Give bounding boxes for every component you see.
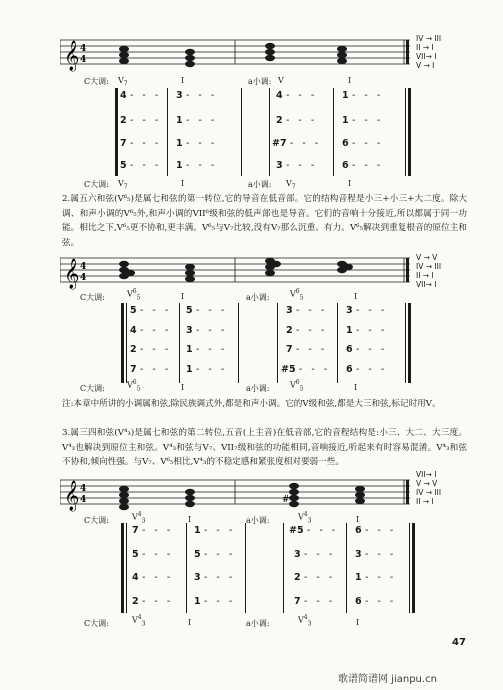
note-cell: 1 - - - — [176, 115, 218, 126]
note-cell: 1 - - - — [186, 364, 228, 375]
chord-i: I — [356, 618, 360, 627]
staff-3 — [60, 474, 410, 514]
chord-v65: $V^6_5$ — [290, 379, 304, 393]
a-minor-label: a小调: — [246, 516, 270, 525]
note-cell: 1 - - - — [342, 90, 384, 101]
chord-i: I — [354, 292, 358, 301]
note-cell: 7 - - - — [132, 525, 174, 536]
note-cell: 4 - - - — [276, 90, 318, 101]
svg-text:#: # — [282, 495, 290, 505]
c-major-label: C大调: — [84, 516, 109, 525]
chord-i: I — [181, 292, 185, 301]
chord-v43: $V^4_3$ — [298, 614, 312, 628]
note-cell: 7 - - - — [286, 344, 328, 355]
chord-v7: $V_7$ — [286, 179, 296, 191]
progression: IV → III — [416, 488, 442, 497]
chord-i: I — [348, 76, 352, 85]
progression: II → I — [416, 497, 434, 506]
page-number: 47 — [452, 637, 466, 648]
chord-v43: $V^4_3$ — [132, 511, 146, 525]
chord-v7: $V_7$ — [118, 76, 128, 88]
note-cell: 1 - - - — [194, 525, 236, 536]
note-cell: 6 - - - — [342, 160, 384, 171]
note-cell: 4 - - - — [120, 90, 162, 101]
note-cell: 1 - - - — [176, 160, 218, 171]
progression: V → I — [416, 61, 435, 70]
barline — [186, 523, 187, 613]
note-cell: 2 - - - — [120, 115, 162, 126]
note-cell: 2 - - - — [276, 115, 318, 126]
note-cell: #5 - - - — [281, 364, 331, 375]
note-cell: 7 - - - — [120, 138, 162, 149]
grid-bracket — [408, 303, 411, 383]
note-cell: 1 - - - — [176, 138, 218, 149]
note-cell: 3 - - - — [176, 90, 218, 101]
grid-bracket — [408, 88, 411, 176]
barline — [283, 523, 284, 613]
svg-text:4: 4 — [80, 44, 87, 54]
grid-bracket — [115, 88, 118, 176]
a-minor-label: a小调: — [248, 180, 272, 189]
footnote: 注:本章中所讲的小调属和弦,除民族调式外,都是和声小调。它的V级和弦,都是大三和弦,标记时用V。 — [62, 399, 441, 409]
chord-i: I — [348, 179, 352, 188]
barline — [405, 303, 406, 383]
barline — [167, 88, 168, 176]
svg-text:4: 4 — [80, 55, 87, 65]
note-cell: 2 - - - — [132, 596, 174, 607]
note-cell: 6 - - - — [355, 525, 397, 536]
chord-v65: $V^6_5$ — [127, 288, 141, 302]
barline — [126, 303, 127, 383]
progressions-2 — [416, 253, 441, 289]
progression: IV → III — [416, 34, 442, 43]
chord-v43: $V^4_3$ — [298, 511, 312, 525]
barline — [238, 303, 239, 383]
progression: VII→ I — [416, 280, 437, 289]
paragraph-2: 2.属五六和弦(V⁶₅)是属七和弦的第一转位,它的导音在低音部。它的结构音程是小三+小三+大二度。除大调、和声小调的V⁶₅外,和声小调的VII⁶级和弦的低声部也是导音。它们的音响十分接近,所以都属于同一功能。相比之下,V⁶₅更不协和,更丰满。V⁶₅与V₇比较,没有V₇那么沉重、有力。V⁶₅解决到重复根音的原位主和弦。 — [62, 194, 467, 248]
grid-bracket — [412, 523, 415, 613]
barline — [179, 303, 180, 383]
c-major-label: C大调: — [80, 384, 105, 393]
note-cell: 5 - - - — [132, 549, 174, 560]
progression: V → V — [416, 479, 438, 488]
progression: IV → III — [416, 262, 442, 271]
progression: II → I — [416, 271, 434, 280]
note-cell: 6 - - - — [342, 138, 384, 149]
chord-v65: $V^6_5$ — [127, 379, 141, 393]
note-cell: 6 - - - — [355, 596, 397, 607]
progression: II → I — [416, 43, 434, 52]
note-cell: 1 - - - — [342, 115, 384, 126]
chord-i: I — [188, 515, 192, 524]
note-cell: 7 - - - — [294, 596, 336, 607]
note-cell: 2 - - - — [130, 344, 172, 355]
progression: VII→ I — [416, 52, 437, 61]
note-cell: 5 - - - — [186, 305, 228, 316]
note-cell: 3 - - - — [186, 325, 228, 336]
staff-1 — [60, 34, 410, 74]
svg-text:𝄞: 𝄞 — [64, 481, 80, 511]
chord-i: I — [356, 515, 360, 524]
a-minor-label: a小调: — [248, 77, 272, 86]
note-cell: 1 - - - — [186, 344, 228, 355]
chord-v65: $V^6_5$ — [290, 288, 304, 302]
progressions-3 — [416, 470, 441, 506]
paragraph-3: 3.属三四和弦(V⁴₃)是属七和弦的第二转位,五音(上主音)在低音部,它的音程结构是:小三、大二、大三度。V⁴₃也解决到原位主和弦。V⁴₃和弦与V₇、VII₇级和弦的功能相同,音响接近,听起来有时容易混淆。V⁴₃和弦不协和,倾向性强。与V₇、V⁶₅相比,V⁴₃的不稳定感和紧张度相对要弱一些。 — [62, 428, 467, 467]
staff-2 — [60, 252, 410, 292]
note-cell: 3 - - - — [346, 305, 388, 316]
barline — [337, 303, 338, 383]
note-cell: 2 - - - — [294, 572, 336, 583]
note-cell: #5 - - - — [289, 525, 339, 536]
chord-i: I — [354, 383, 358, 392]
note-cell: #7 - - - — [272, 138, 322, 149]
chord-v7: $V_7$ — [118, 179, 128, 191]
chord-i: I — [181, 179, 185, 188]
note-cell: 7 - - - — [130, 364, 172, 375]
barline — [269, 88, 270, 176]
progression: VII→ I — [416, 470, 437, 479]
note-cell: 3 - - - — [286, 305, 328, 316]
note-cell: 6 - - - — [346, 364, 388, 375]
note-cell: 5 - - - — [194, 549, 236, 560]
barline — [241, 88, 242, 176]
barline — [245, 523, 246, 613]
chord-v: V — [278, 76, 284, 85]
chord-i: I — [181, 76, 185, 85]
c-major-label: C大调: — [80, 293, 105, 302]
barline — [405, 88, 406, 176]
note-cell: 5 - - - — [120, 160, 162, 171]
note-cell: 3 - - - — [294, 549, 336, 560]
barline — [409, 523, 410, 613]
note-cell: 5 - - - — [130, 305, 172, 316]
svg-text:4: 4 — [80, 484, 87, 494]
note-cell: 4 - - - — [130, 325, 172, 336]
svg-text:𝄞: 𝄞 — [64, 259, 80, 289]
progressions-1 — [416, 34, 441, 70]
barline — [346, 523, 347, 613]
note-cell: 1 - - - — [194, 596, 236, 607]
chord-i: I — [181, 383, 185, 392]
a-minor-label: a小调: — [246, 619, 270, 628]
site-watermark: 歌谱简谱网 jianpu.cn — [338, 674, 437, 685]
grid-bracket — [121, 303, 124, 383]
note-cell: 4 - - - — [132, 572, 174, 583]
c-major-label: C大调: — [84, 77, 109, 86]
grid-bracket — [121, 523, 124, 613]
c-major-label: C大调: — [84, 619, 109, 628]
chord-v43: $V^4_3$ — [132, 614, 146, 628]
chord-i: I — [188, 618, 192, 627]
a-minor-label: a小调: — [246, 384, 270, 393]
note-cell: 1 - - - — [355, 572, 397, 583]
svg-text:4: 4 — [80, 495, 87, 505]
progression: V → V — [416, 253, 438, 262]
barline — [126, 523, 127, 613]
c-major-label: C大调: — [84, 180, 109, 189]
svg-text:4: 4 — [80, 262, 87, 272]
barline — [333, 88, 334, 176]
a-minor-label: a小调: — [246, 293, 270, 302]
note-cell: 6 - - - — [346, 344, 388, 355]
svg-text:4: 4 — [80, 273, 87, 283]
note-cell: 3 - - - — [194, 572, 236, 583]
note-cell: 3 - - - — [355, 549, 397, 560]
note-cell: 3 - - - — [276, 160, 318, 171]
barline — [277, 303, 278, 383]
note-cell: 1 - - - — [346, 325, 388, 336]
note-cell: 2 - - - — [286, 325, 328, 336]
svg-text:𝄞: 𝄞 — [64, 41, 80, 71]
